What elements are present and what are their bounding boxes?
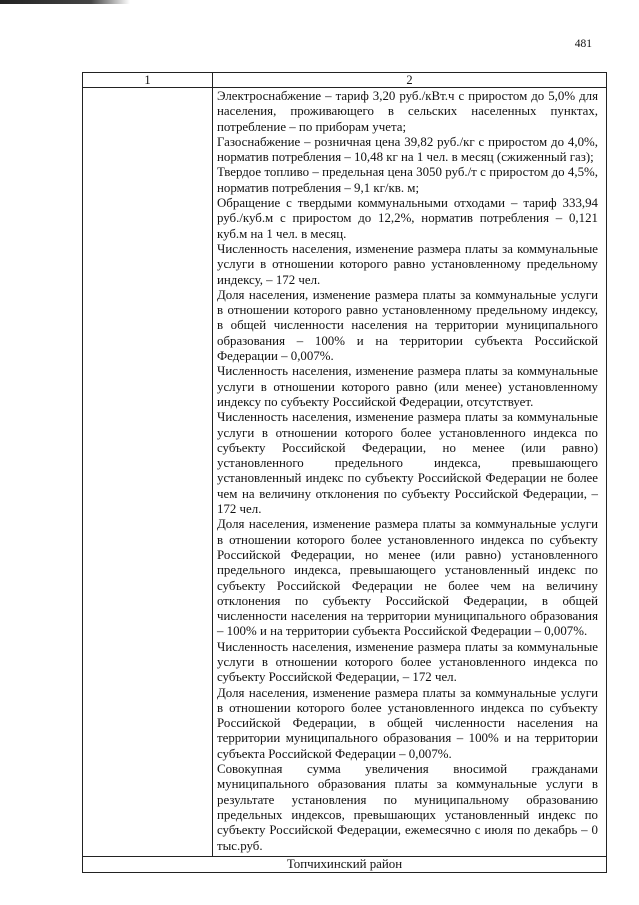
paragraph-solid-fuel: Твердое топливо – предельная цена 3050 руб./т с приростом до 4,5%, норматив потребления – 9,1 кг/кв. м; — [217, 165, 598, 195]
paragraph-share-between: Доля населения, изменение размера платы за коммунальные услуги в отношении которого более установленного индекса по субъекту Российской Федерации, но менее (или равно) установленного предельного индекса, превышающего установленный индекс по субъекту Российской Федерации не более чем на величину отклонения по субъекту Российской Федерации, в общей численности населения на территории муниципального образования – 100% и на территории субъекта Российской Федерации – 0,007%. — [217, 517, 598, 639]
page-number: 481 — [574, 38, 592, 50]
paragraph-population-between: Численность населения, изменение размера платы за коммунальные услуги в отношении которого более установленного индекса по субъекту Российской Федерации, но менее (или равно) установленного предельного индекса, превышающего установленный индекс по субъекту Российской Федерации не более чем на величину отклонения по субъекту Российской Федерации, – 172 чел. — [217, 410, 598, 517]
paragraph-gas: Газоснабжение – розничная цена 39,82 руб./кг с приростом до 4,0%, норматив потребления – 10,48 кг на 1 чел. в месяц (сжиженный газ); — [217, 134, 598, 165]
paragraph-population-more: Численность населения, изменение размера платы за коммунальные услуги в отношении которого более установленного индекса по субъекту Российской Федерации, – 172 чел. — [217, 639, 598, 685]
empty-cell — [83, 88, 213, 857]
paragraph-total-sum: Совокупная сумма увеличения вносимой гражданами муниципального образования платы за коммунальные услуги в результате установления по муниципальному образованию предельных индексов, превышающих установленный индекс по субъекту Российской Федерации, ежемесячно с июля по декабрь – 0 тыс.руб. — [217, 762, 598, 853]
district-name: Топчихинский район — [83, 856, 607, 872]
document-table — [82, 72, 607, 873]
table-header-row — [83, 73, 607, 88]
paragraph-population-equal: Численность населения, изменение размера платы за коммунальные услуги в отношении которого равно установленному предельному индексу, – 172 чел. — [217, 241, 598, 287]
district-row — [83, 856, 607, 872]
paragraph-electricity: Электроснабжение – тариф 3,20 руб./кВт.ч с приростом до 5,0% для населения, проживающего в сельских населенных пунктах, потребление – по приборам учета; — [217, 89, 598, 134]
header-cell-1: 1 — [83, 73, 213, 88]
table-body-row — [83, 88, 607, 857]
paragraph-population-less: Численность населения, изменение размера платы за коммунальные услуги в отношении которого равно (или менее) установленному индексу по субъекту Российской Федерации, отсутствует. — [217, 364, 598, 409]
content-cell — [213, 88, 607, 857]
paragraph-share-more: Доля населения, изменение размера платы за коммунальные услуги в отношении которого более установленного индекса по субъекту Российской Федерации, в общей численности населения на территории муниципального образования – 100% и на территории субъекта Российской Федерации – 0,007%. — [217, 685, 598, 761]
paragraph-share-equal: Доля населения, изменение размера платы за коммунальные услуги в отношении которого равно установленному предельному индексу, в общей численности населения на территории муниципального образования – 100% и на территории субъекта Российской Федерации – 0,007%. — [217, 287, 598, 364]
paragraph-waste: Обращение с твердыми коммунальными отходами – тариф 333,94 руб./куб.м с приростом до 12,2%, норматив потребления – 0,121 куб.м на 1 чел. в месяц. — [217, 196, 598, 241]
scan-edge-mark — [0, 0, 130, 4]
header-cell-2: 2 — [213, 73, 607, 88]
